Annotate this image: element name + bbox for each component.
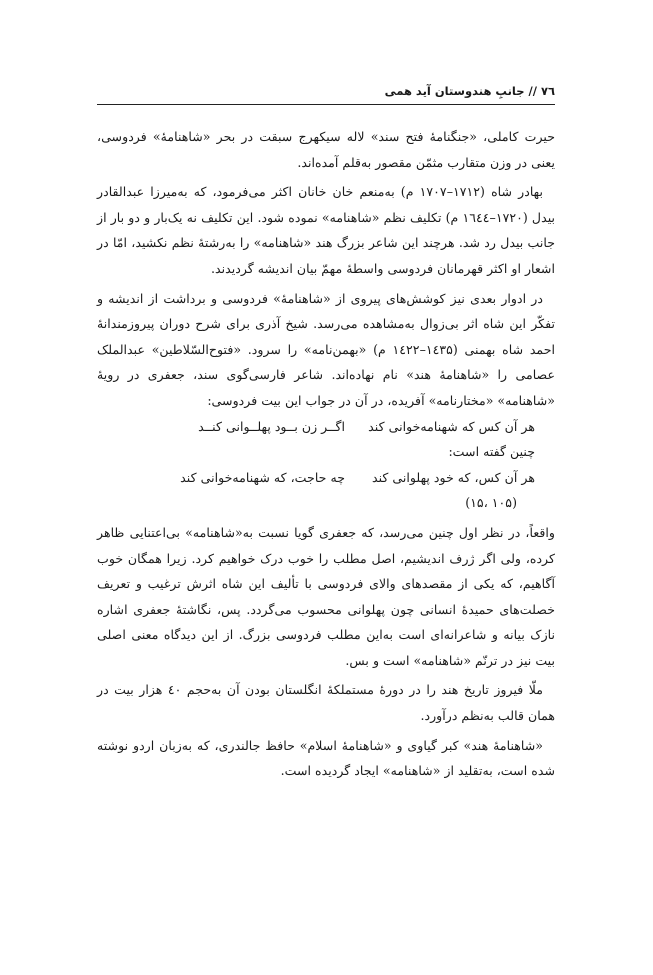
- verse-1-first-hemistich: هر آن کس که شهنامه‌خوانی کند: [368, 418, 535, 434]
- verse-couplet-2: [97, 465, 555, 491]
- verse-reference: (۱۰۵ ،۱۵): [465, 495, 517, 511]
- paragraph-4: واقعاً، در نظر اول چنین می‌رسد، که جعفری گویا نسبت به«شاهنامه» بی‌اعتنایی ظاهر کرده، ولی اگر ژرف اندیشیم، اصل مطلب را خوب درک خواهیم کرد. زیرا همگان خوب آگاهیم، که یکی از مقصدهای والای فردوسی با تألیف این شاه اثرش ترغیب و تعریف خصلت‌های حمیدۀ انسانی چون پهلوانی محسوب می‌گردد. پس، نگاشتۀ جعفری اشاره نازک بیانه و شاعرانه‌ای است به‌این مطلب فردوسی بزرگ. از این دیدگاه معنی اصلی بیت نیز در ترنّم «شاهنامه» است و بس.: [97, 524, 555, 668]
- paragraph-1: حیرت کاملی، «جنگنامۀ فتح سند» لاله سیکهرج سبقت در بحر «شاهنامۀ» فردوسی، یعنی در وزن متقارب مثمّن مقصور به‌قلم آمده‌اند.: [97, 129, 555, 170]
- verse-2-first-hemistich: هر آن کس، که خود پهلوانی کند: [371, 469, 535, 485]
- page-body: [97, 124, 555, 784]
- paragraph-6: «شاهنامۀ هند» کبر گیاوی و «شاهنامۀ اسلام» حافظ جالندری، که به‌زبان اردو نوشته شده است، به‌تقلید از «شاهنامه» ایجاد گردیده است.: [97, 737, 555, 779]
- running-header: [97, 82, 555, 105]
- verse-couplet-1: [97, 414, 555, 440]
- verse-2-second-hemistich: چه حاجت، که شهنامه‌خوانی کند: [180, 469, 345, 485]
- verse-1-second-hemistich: اگــر زن بــود پهلــوانی کنــد: [198, 418, 345, 434]
- paragraph-5: ملّا فیروز تاریخ هند را در دورۀ مستملکۀ انگلستان بودن آن به‌حجم ٤۰ هزار بیت در همان قالب به‌نظم درآورد.: [97, 682, 555, 724]
- verse-intro: چنین گفته است:: [448, 444, 535, 460]
- paragraph-3: در ادوار بعدی نیز کوشش‌های پیروی از «شاهنامۀ» فردوسی و برداشت از اندیشه و تفکّر این شاه اثر بی‌زوال به‌مشاهده می‌رسد. شیخ آذری برای شرح دوران پیروزمندانۀ احمد شاه بهمنی (۱٤۳۵–۱٤۲۲ م) «بهمن‌نامه» را سرود. «فتوح‌السّلاطین» عبدالملک عصامی را «شاهنامۀ هند» نام نهاده‌اند. شاعر فارسی‌گوی سند، جعفری در رویۀ «شاهنامه» «مختارنامه» آفریده، در آن در جواب این بیت فردوسی:: [97, 290, 555, 408]
- paragraph-2: بهادر شاه (۱۷۱۲–۱۷۰۷ م) به‌منعم خان خانان اکثر می‌فرمود، که به‌میرزا عبدالقادر بیدل (۱۷۲۰–۱٦٤٤ م) تکلیف نظم «شاهنامه» نموده شود. این تکلیف نه یک‌بار و دو بار از جانب بیدل رد شد. هرچند این شاعر بزرگ هند «شاهنامه» را به‌رشتۀ نظم نکشید، امّا در اشعار او اکثر قهرمانان فردوسی واسطۀ مهمّ بیان اندیشه گردیدند.: [97, 184, 555, 276]
- running-head-text: ٧٦ // جانبِ هندوستان آید همی: [384, 84, 555, 98]
